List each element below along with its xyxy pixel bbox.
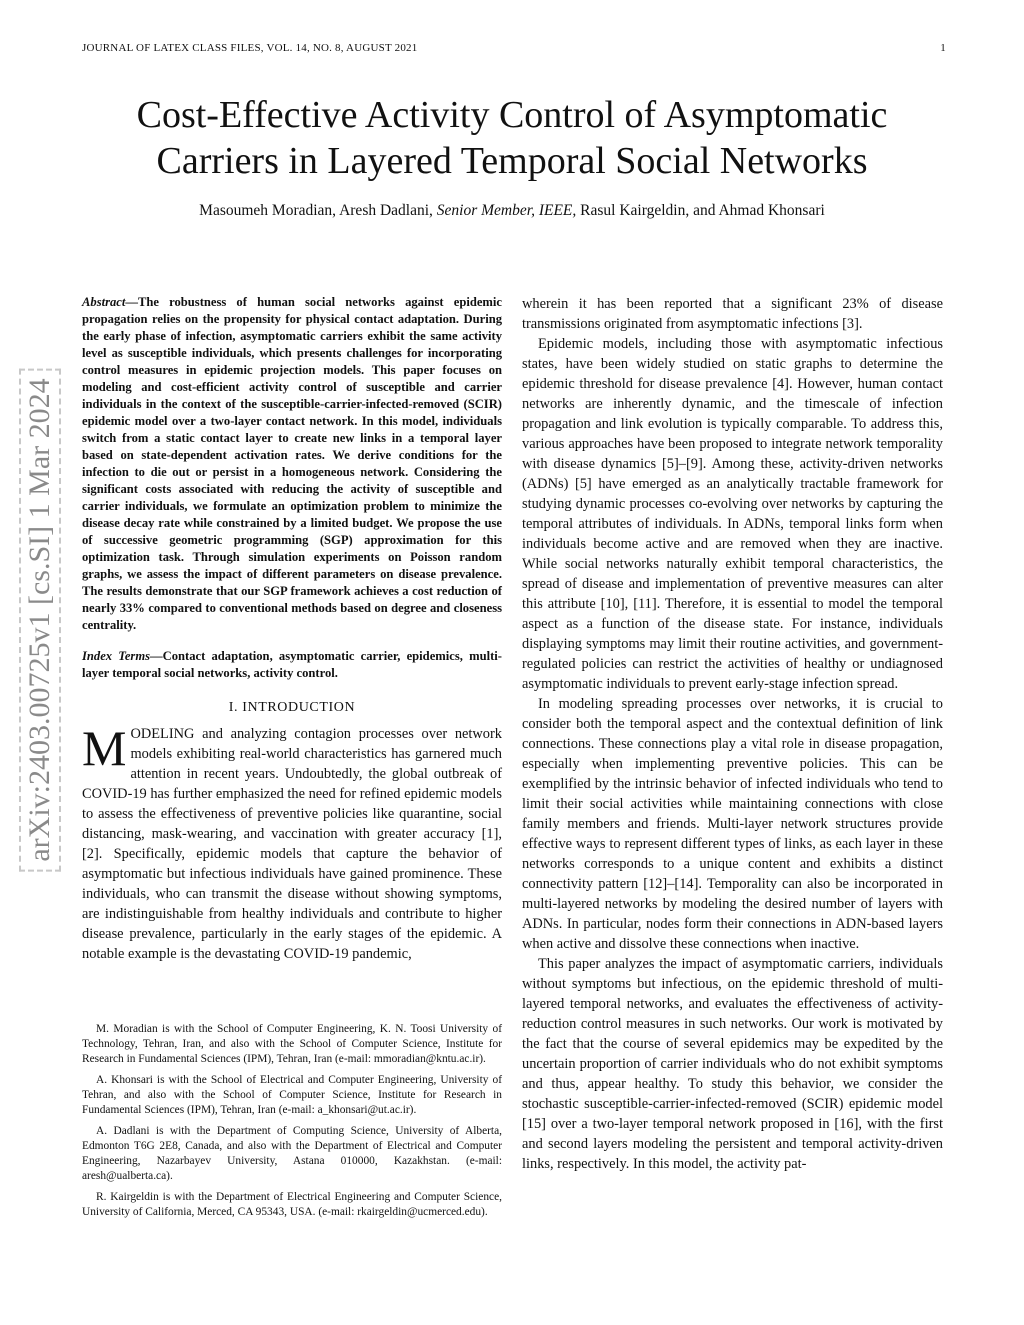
index-terms-text: —Contact adaptation, asymptomatic carrier, epidemics, multi-layer temporal social networks, activity control. (82, 649, 502, 680)
authors-part-1: Masoumeh Moradian, Aresh Dadlani, (199, 202, 433, 219)
drop-cap: M (82, 720, 127, 776)
intro-paragraph-1-text: ODELING and analyzing contagion processes over network models exhibiting real-world characteristics has garnered much attention in recent years. Undoubtedly, the global outbreak of COVID-19 has further emphasized the need for refined epidemic models to assess the effectiveness of preventive policies like quarantine, social distancing, mask-wearing, and vaccination with greater accuracy [1], [2]. Specifically, epidemic models that capture the behavior of asymptomatic but infectious individuals have gained prominence. These individuals, who can transmit the disease without showing symptoms, are indistinguishable from healthy individuals and contribute to higher disease prevalence, particularly in the early stages of the epidemic. A notable example is the devastating COVID-19 pandemic, (82, 726, 502, 962)
index-terms (82, 648, 502, 682)
authors-part-2: Rasul Kairgeldin, and Ahmad Khonsari (580, 202, 825, 219)
title-line-2: Carriers in Layered Temporal Social Networks (156, 140, 868, 182)
abstract-text: —The robustness of human social networks against epidemic propagation relies on the propensity for physical contact adaptation. During the early phase of infection, asymptomatic carriers exhibit the same activity level as susceptible individuals, which presents challenges for incorporating control measures in epidemic projection models. This paper focuses on modeling and cost-efficient activity control of susceptible and carrier individuals in the context of the susceptible-carrier-infected-removed (SCIR) epidemic model over a two-layer contact network. In this model, individuals switch from a static contact layer to create new links in a temporal layer based on state-dependent activation rates. We derive conditions for the infection to die out or persist in a homogeneous network. Considering the significant costs associated with reducing the activity of susceptible and carrier individuals, we formulate an optimization problem to minimize the disease decay rate while constrained by a limited budget. We propose the use of successive geometric programming (SGP) approximation for this optimization task. Through simulation experiments on Poisson random graphs, we assess the impact of different parameters on disease prevalence. The results demonstrate that our SGP framework achieves a cost reduction of nearly 33% compared to conventional methods based on degree and closeness centrality. (82, 295, 502, 632)
footnote-moradian: M. Moradian is with the School of Computer Engineering, K. N. Toosi University of Technology, Tehran, Iran, and also with the School of Computer Science, Institute for Research in Fundamental Sciences (IPM), Tehran, Iran (e-mail: mmoradian@kntu.ac.ir). (82, 1023, 502, 1065)
intro-paragraph-2: Epidemic models, including those with asymptomatic infectious states, have been widely studied on static graphs to determine the epidemic threshold for disease prevalence [4]. However, human contact networks are inherently dynamic, and the timescale of infection propagation and link evolution is typically comparable. To address this, various approaches have been proposed to integrate network temporality with disease dynamics [5]–[9]. Among these, activity-driven networks (ADNs) [5] have emerged as an analytically tractable framework for studying dynamic processes co-evolving over networks by capturing the temporal attributes of individuals. In ADNs, temporal links form when individuals become active and are removed when they are inactive. While social networks naturally exhibit temporal characteristics, the spread of disease and implementation of preventive measures can alter this attribute [10], [11]. Therefore, it is essential to model the temporal aspect as a function of the disease state. For instance, individuals displaying symptoms may limit their routine activities, and government-regulated policies can restrict the activities of healthy or undiagnosed asymptomatic individuals to prevent early-stage infection spread. (522, 336, 943, 692)
section-heading-introduction: I. INTRODUCTION (228, 700, 356, 715)
paper-title (0, 92, 1024, 184)
title-line-1: Cost-Effective Activity Control of Asymptomatic (136, 94, 888, 136)
author-role: Senior Member, IEEE, (436, 202, 577, 219)
footnote-khonsari: A. Khonsari is with the School of Electrical and Computer Engineering, University of Tehran, and also with the School of Computer Science, Institute for Research in Fundamental Sciences (IPM), Tehran, Iran (e-mail: a_khonsari@ut.ac.ir). (82, 1074, 502, 1116)
right-column (522, 294, 943, 1174)
arxiv-stamp (14, 340, 66, 900)
journal-name: JOURNAL OF LATEX CLASS FILES, VOL. 14, NO. 8, AUGUST 2021 (82, 42, 418, 54)
intro-paragraph-3: In modeling spreading processes over networks, it is crucial to consider both the temporal aspect and the contextual definition of link connections. These connections play a vital role in disease propagation, especially when implementing preventive policies. This can be exemplified by the intrinsic behavior of infected individuals who tend to limit their social activities while maintaining connections with close family members and friends. Multi-layer network structures provide effective ways to represent different types of links, as each layer in these networks corresponds to a unique content and exhibits a distinct connectivity pattern [12]–[14]. Temporality can also be incorporated in multi-layered networks by modeling the desired number of layers with ADNs. In particular, nodes form their connections in ADN-based layers when active and dissolve these connections when inactive. (522, 696, 943, 952)
abstract (82, 294, 502, 634)
footnote-dadlani: A. Dadlani is with the Department of Computing Science, University of Alberta, Edmonton T6G 2E8, Canada, and also with the Department of Electrical and Computer Engineering, Nazarbayev University, Astana 010000, Kazakhstan. (e-mail: aresh@ualberta.ca). (82, 1125, 502, 1182)
abstract-label: Abstract (82, 295, 126, 309)
index-terms-label: Index Terms (82, 649, 151, 663)
page-number: 1 (940, 42, 946, 54)
arxiv-id: arXiv:2403.00725v1 [cs.SI] 1 Mar 2024 (19, 368, 61, 871)
left-column (82, 294, 502, 964)
footnote-kairgeldin: R. Kairgeldin is with the Department of Electrical Engineering and Computer Science, University of California, Merced, CA 95343, USA. (e-mail: rkairgeldin@ucmerced.edu). (82, 1191, 502, 1218)
intro-paragraph-1 (82, 720, 502, 964)
intro-continuation: wherein it has been reported that a significant 23% of disease transmissions originated from asymptomatic infections [3]. (522, 296, 943, 332)
author-list (0, 202, 1024, 220)
intro-paragraph-4: This paper analyzes the impact of asymptomatic carriers, individuals without symptoms but infectious, on the epidemic threshold of multi-layered temporal networks, and evaluates the effectiveness of activity-reduction control measures in such networks. Our work is motivated by the fact that the course of several epidemics may be expedited by the uncertain proportion of carrier individuals who do not exhibit symptoms and thus, appear healthy. To study this behavior, we consider the stochastic susceptible-carrier-infected-removed (SCIR) epidemic model [15] over a two-layer temporal network proposed in [16], with the first and second layers modeling the persistent and temporal activity-driven links, respectively. In this model, the activity pat- (522, 956, 943, 1172)
affiliation-footnotes (82, 1022, 502, 1226)
